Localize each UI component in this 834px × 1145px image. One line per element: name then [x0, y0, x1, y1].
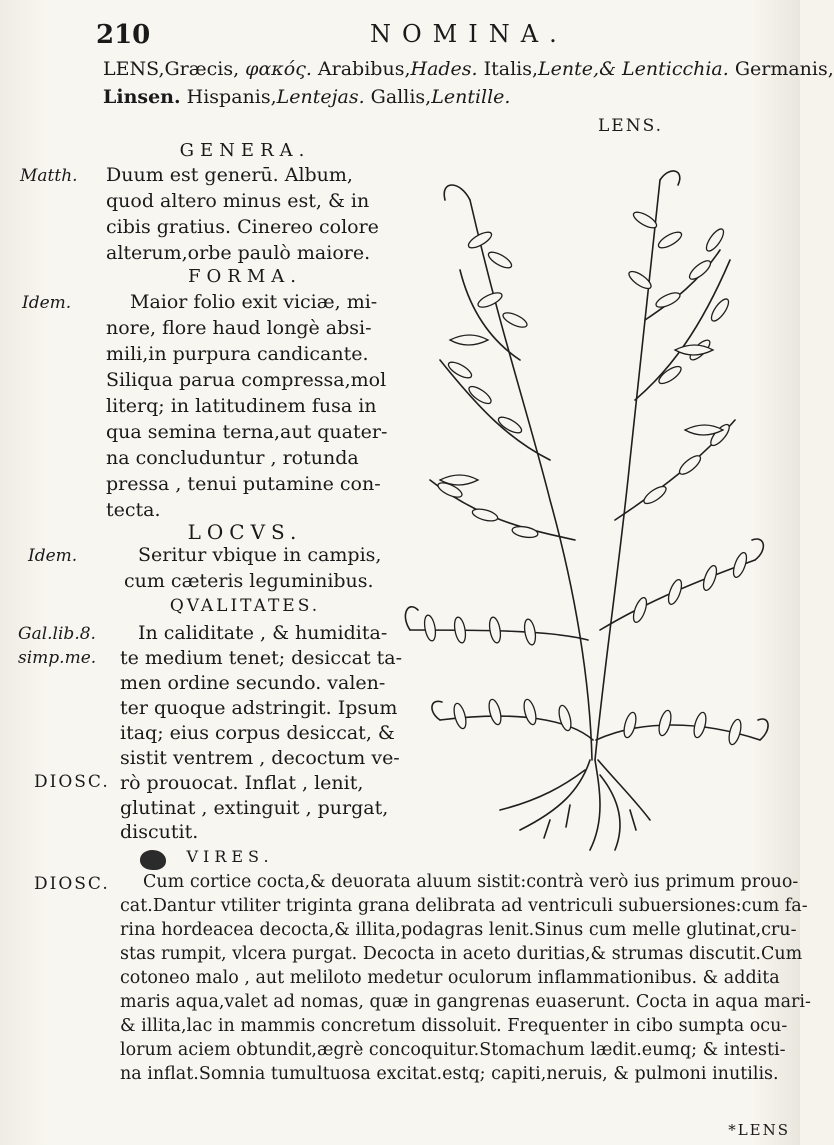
names-segment: LENS,Græcis, [103, 58, 240, 80]
text-line: cotoneo malo , aut meliloto medetur oculorum inflammationibus. & addita [120, 968, 780, 988]
text-line: discutit. [120, 821, 199, 843]
heading-locus: LOCVS. [187, 520, 303, 544]
text-line: sistit ventrem , decoctum ve- [120, 747, 400, 769]
text-line: tecta. [106, 499, 161, 521]
text-line: quod altero minus est, & in [106, 190, 370, 212]
text-line: na inflat.Somnia tumultuosa excitat.estq; capiti,neruis, & pulmoni inutilis. [120, 1064, 779, 1084]
text-line: cum cæteris leguminibus. [124, 570, 374, 592]
figure-caption: LENS. [598, 116, 664, 136]
heading-forma: FORMA. [188, 266, 302, 287]
names-segment: Arabibus, [311, 58, 411, 80]
text-line: mili,in purpura candicante. [106, 343, 369, 365]
names-segment: Lentille. [431, 86, 511, 108]
text-line: te medium tenet; desiccat ta- [120, 647, 403, 669]
margin-ref-idem: Idem. [22, 293, 72, 313]
text-line: nore, flore haud longè absi- [106, 317, 372, 339]
heading-qualitates: QVALITATES. [169, 596, 321, 616]
text-line: cibis gratius. Cinereo colore [106, 216, 379, 238]
text-line: rina hordeacea decocta,& illita,podagras lenit.Sinus cum melle glutinat,cru- [120, 920, 797, 940]
text-line: itaq; eius corpus desiccat, & [120, 722, 395, 744]
running-title: NOMINA. [370, 20, 568, 48]
margin-ref-matth: Matth. [20, 166, 78, 186]
margin-ref-idem: Idem. [28, 546, 78, 566]
page-number: 210 [96, 20, 151, 50]
text-line: men ordine secundo. valen- [120, 672, 386, 694]
text-line: glutinat , extinguit , purgat, [120, 797, 389, 819]
text-line: cat.Dantur vtiliter triginta grana delibrata ad ventriculi subuersiones:cum fa- [120, 896, 808, 916]
text-line: pressa , tenui putamine con- [106, 473, 381, 495]
names-segment: Linsen. [103, 86, 181, 108]
names-segment: Italis, [477, 58, 539, 80]
lentil-plant-illustration-icon [400, 160, 780, 860]
text-line: In caliditate , & humidita- [138, 622, 388, 644]
names-segment: Hispanis, [180, 86, 277, 108]
names-segment: Gallis, [364, 86, 432, 108]
text-line: Maior folio exit viciæ, mi- [130, 291, 378, 313]
text-line: & illita,lac in mammis concretum dissoluit. Frequenter in cibo sumpta ocu- [120, 1016, 788, 1036]
text-line: na concluduntur , rotunda [106, 447, 359, 469]
text-line: ter quoque adstringit. Ipsum [120, 697, 398, 719]
text-line: alterum,orbe paulò maiore. [106, 242, 371, 264]
names-segment: Hades. [410, 58, 478, 80]
text-line: Cum cortice cocta,& deuorata aluum sistit:contrà verò ius primum prouo- [143, 872, 799, 892]
names-segment: Germanis, [728, 58, 834, 80]
margin-ref-diosc: DIOSC. [34, 874, 110, 894]
catchword: *LENS [728, 1121, 790, 1139]
text-line: literq; in latitudinem fusa in [106, 395, 377, 417]
names-line-2 [103, 86, 793, 108]
text-line: maris aqua,valet ad nomas, quæ in gangrenas euaserunt. Cocta in aqua mari- [120, 992, 811, 1012]
names-segment: Lente,& Lenticchia. [538, 58, 729, 80]
margin-ref-simp: simp.me. [18, 648, 97, 668]
text-line: Seritur vbique in campis, [138, 544, 382, 566]
heading-genera: GENERA. [179, 140, 311, 161]
text-line: rò prouocat. Inflat , lenit, [120, 772, 364, 794]
text-line: lorum aciem obtundit,ægrè concoquitur.Stomachum lædit.eumq; & intesti- [120, 1040, 786, 1060]
text-line: Siliqua parua compressa,mol [106, 369, 387, 391]
names-segment: Lentejas. [276, 86, 365, 108]
names-line-1 [103, 58, 834, 80]
heading-vires: VIRES. [186, 847, 274, 866]
margin-ref-diosc: DIOSC. [34, 772, 110, 792]
text-line: qua semina terna,aut quater- [106, 421, 388, 443]
names-segment: φακός. [239, 58, 312, 80]
margin-ref-galen: Gal.lib.8. [18, 624, 96, 644]
text-line: stas rumpit, vlcera purgat. Decocta in aceto duritias,& strumas discutit.Cum [120, 944, 803, 964]
text-line: Duum est generū. Album, [106, 164, 353, 186]
